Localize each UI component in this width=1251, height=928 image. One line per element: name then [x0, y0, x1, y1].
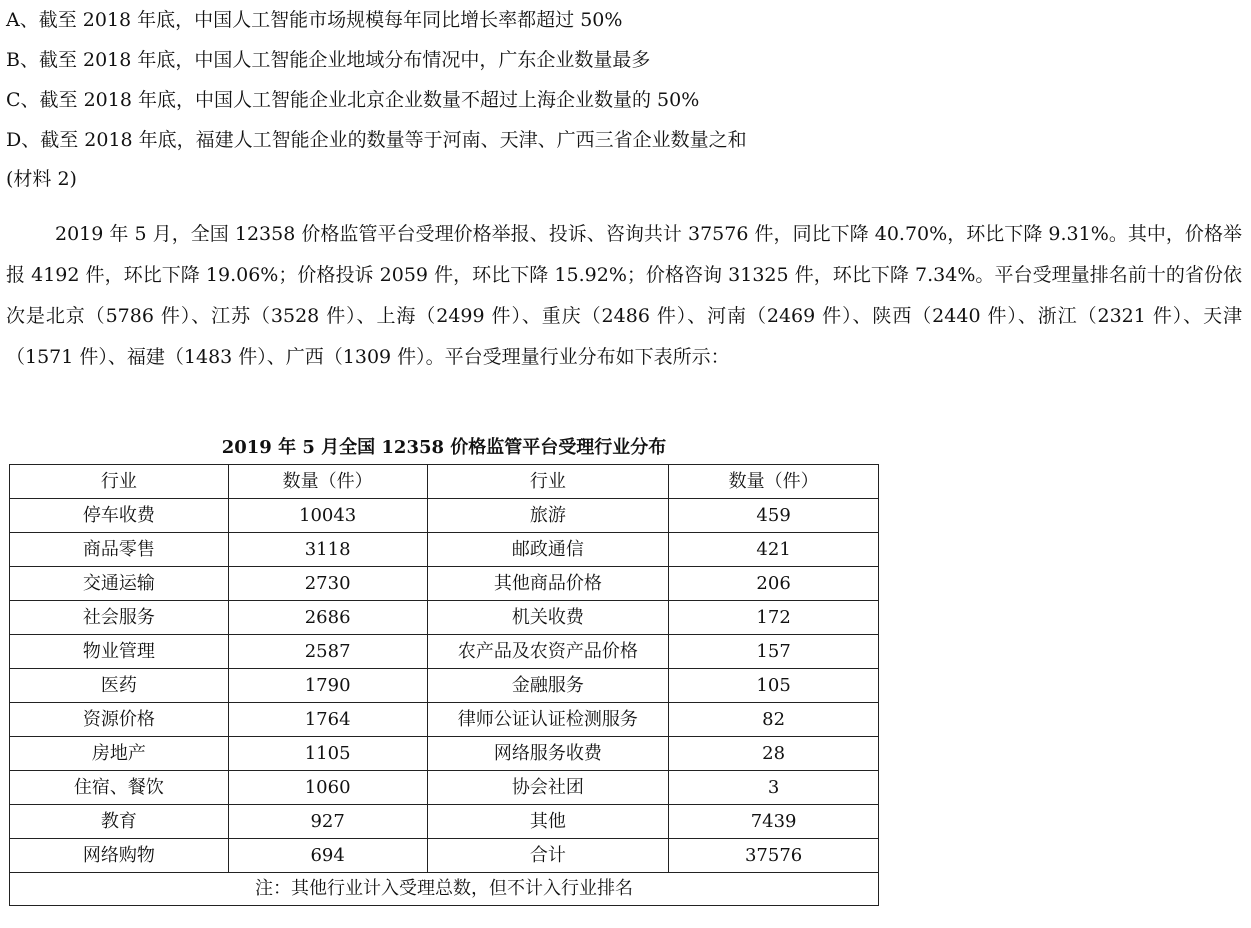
material-paragraph: 2019 年 5 月，全国 12358 价格监管平台受理价格举报、投诉、咨询共计 37576 件，同比下降 40.70%，环比下降 9.31%。其中，价格举报 4192 件，环比下降 19.06%；价格投诉 2059 件，环比下降 15.92%；价格咨询 31325 件，环比下降 7.34%。平台受理量排名前十的省份依次是北京（5786 件）、江苏（3528 件）、上海（2499 件）、重庆（2486 件）、河南（2469 件）、陕西（2440 件）、浙江（2321 件）、天津（1571 件）、福建（1483 件）、广西（1309 件）。平台受理量行业分布如下表所示： — [6, 223, 1242, 368]
header-industry-1: 行业 — [10, 465, 229, 499]
material-label: (材料 2) — [6, 168, 77, 190]
table-row — [10, 669, 879, 703]
table-cell-industry-left: 社会服务 — [10, 601, 229, 635]
table-cell-count-right: 172 — [669, 601, 879, 635]
table-cell-industry-right: 农产品及农资产品价格 — [427, 635, 669, 669]
table-cell-industry-right: 旅游 — [427, 499, 669, 533]
table-cell-industry-right: 协会社团 — [427, 771, 669, 805]
table-cell-count-left: 2730 — [228, 567, 427, 601]
option-c: C、截至 2018 年底，中国人工智能企业北京企业数量不超过上海企业数量的 50% — [6, 89, 700, 111]
table-cell-count-left: 2686 — [228, 601, 427, 635]
table-cell-industry-left: 住宿、餐饮 — [10, 771, 229, 805]
table-cell-industry-left: 网络购物 — [10, 839, 229, 873]
table-cell-count-left: 1105 — [228, 737, 427, 771]
table-cell-industry-left: 资源价格 — [10, 703, 229, 737]
table-row — [10, 771, 879, 805]
table-cell-industry-left: 商品零售 — [10, 533, 229, 567]
table-cell-industry-left: 物业管理 — [10, 635, 229, 669]
table-cell-count-left: 10043 — [228, 499, 427, 533]
table-cell-industry-left: 教育 — [10, 805, 229, 839]
table-cell-count-left: 1764 — [228, 703, 427, 737]
table-row — [10, 499, 879, 533]
table-cell-count-left: 1790 — [228, 669, 427, 703]
table-cell-count-left: 927 — [228, 805, 427, 839]
industry-distribution-table — [9, 464, 879, 906]
table-row — [10, 703, 879, 737]
table-title: 2019 年 5 月全国 12358 价格监管平台受理行业分布 — [221, 437, 667, 458]
option-b: B、截至 2018 年底，中国人工智能企业地域分布情况中，广东企业数量最多 — [6, 49, 651, 71]
table-cell-count-right: 82 — [669, 703, 879, 737]
table-cell-industry-right: 律师公证认证检测服务 — [427, 703, 669, 737]
table-cell-count-right: 7439 — [669, 805, 879, 839]
table-row — [10, 805, 879, 839]
header-count-2: 数量（件） — [669, 465, 879, 499]
table-cell-count-right: 459 — [669, 499, 879, 533]
table-cell-industry-right: 邮政通信 — [427, 533, 669, 567]
table-row — [10, 737, 879, 771]
table-cell-industry-right: 合计 — [427, 839, 669, 873]
option-a: A、截至 2018 年底，中国人工智能市场规模每年同比增长率都超过 50% — [6, 9, 623, 31]
table-cell-count-right: 421 — [669, 533, 879, 567]
table-cell-industry-right: 其他 — [427, 805, 669, 839]
table-row — [10, 533, 879, 567]
table-cell-industry-right: 机关收费 — [427, 601, 669, 635]
table-note-row — [10, 873, 879, 906]
table-cell-count-right: 37576 — [669, 839, 879, 873]
table-row — [10, 839, 879, 873]
table-cell-count-right: 3 — [669, 771, 879, 805]
option-d: D、截至 2018 年底，福建人工智能企业的数量等于河南、天津、广西三省企业数量之和 — [6, 129, 747, 151]
table-header-row — [10, 465, 879, 499]
table-cell-count-left: 1060 — [228, 771, 427, 805]
table-cell-count-right: 206 — [669, 567, 879, 601]
table-cell-industry-right: 金融服务 — [427, 669, 669, 703]
table-row — [10, 601, 879, 635]
table-note: 注：其他行业计入受理总数，但不计入行业排名 — [10, 873, 879, 906]
table-cell-industry-right: 其他商品价格 — [427, 567, 669, 601]
table-cell-count-right: 28 — [669, 737, 879, 771]
table-cell-industry-left: 停车收费 — [10, 499, 229, 533]
table-cell-count-right: 157 — [669, 635, 879, 669]
table-row — [10, 567, 879, 601]
table-cell-count-left: 3118 — [228, 533, 427, 567]
table-cell-count-left: 2587 — [228, 635, 427, 669]
table-cell-count-left: 694 — [228, 839, 427, 873]
table-cell-industry-left: 交通运输 — [10, 567, 229, 601]
table-row — [10, 635, 879, 669]
header-count-1: 数量（件） — [228, 465, 427, 499]
table-cell-industry-left: 医药 — [10, 669, 229, 703]
table-cell-industry-left: 房地产 — [10, 737, 229, 771]
table-cell-industry-right: 网络服务收费 — [427, 737, 669, 771]
table-cell-count-right: 105 — [669, 669, 879, 703]
header-industry-2: 行业 — [427, 465, 669, 499]
